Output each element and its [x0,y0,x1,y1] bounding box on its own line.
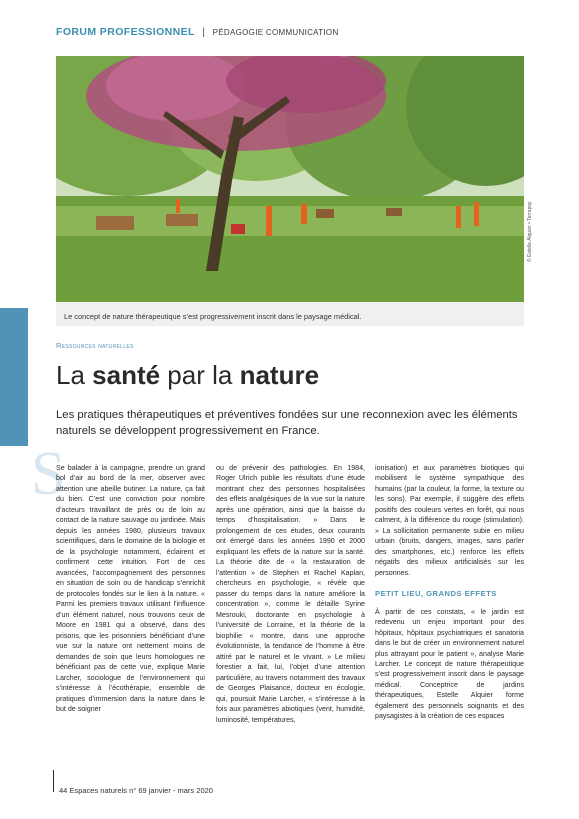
section-name: FORUM PROFESSIONNEL [56,26,195,38]
paragraph: ionisation) et aux paramètres biotiques qui mobilisent le système sympathique des humains (par la couleur, la forme, la texture ou les sons). Par exemple, il suggère des effets positifs des couleurs vertes en forêt, qui nous calment, à la différence du rouge (stimulation). » La sollicitation permanente subie en milieu urbain (bruits, dangers, images, sans parler des smartphones, etc.) renforce les effets négatifs des milieux artificialisés sur les personnes. [375,464,524,577]
paragraph: Se balader à la campagne, prendre un grand bol d’air au bord de la mer, observer avec attention une abeille butiner. La nature, ça fait du bien. C’est une conviction pour nombre d’acteurs travaillant de près ou de loin au contact de la nature sauvage ou jardinée. Mais depuis les années 1980, plusieurs travaux scientifiques, dans le domaine de la biologie et de la psychologie notamment, éclairent et confirment cette intuition. Fort de ces avancées, l’accompagnement des personnes en situation de soin ou de handicap s’enrichit de protocoles fondés sur le lien à la nature. « Parmi les premiers travaux utilisant l’influence d’un élément naturel, nous trouvons ceux de Moore en 1981 qui a observé, dans des prisons, que les prisonniers bénéficiant d’une vue sur la nature ont nettement moins de demandes de soin que leurs homologues ne bénéficiant pas de cette vue, explique Marie Larcher, sociologue de l’environnement qui s’intéresse à l’écothérapie, ensemble de pratiques d’immersion dans la nature dans le but de soigner [56,464,205,714]
article-kicker: Ressources naturelles [56,341,134,350]
drop-cap: S [31,440,66,508]
paragraph: À partir de ces constats, « le jardin est redevenu un enjeu important pour des hôpitaux, hôpitaux psychiatriques et sanatoria dans le but de créer un environnement naturel plus attrayant pour le patient », analyse Marie Larcher. Le concept de nature thérapeutique s’est progressivement inscrit dans le paysage médical. Conceptrice de jardins thérapeutiques, Estelle Alquier forme également des personnels soignants et des paysagistes à la création de ces espaces [375,607,524,721]
article-photo [56,56,524,302]
title-bold-part: santé [92,360,161,390]
paragraph: ou de prévenir des pathologies. En 1984, Roger Ulrich publie les résultats d’une étude montrant chez des personnes hospitalisées des effets analgésiques de la vue sur la nature après une opération, ainsi que la baisse du temps d’hospitalisation. » Dans le prolongement de ces études, deux courants ont émergé dans les années 1990 et 2000 expliquant les effets de la nature sur la santé. La théorie dite de « la restauration de l’attention » de Stephen et Rachel Kaplan, chercheurs en psychologie, « révèle que passer du temps dans la nature améliore la concentration », comme le détaille Syrine Mesrouki, doctorante en psychologie à l’université de Lorraine, et la théorie de la biophilie « montre, dans une approche évolutionniste, la tendance de l’homme à être attiré par le naturel et le vivant. » Le milieu forestier a fait, lui, l’objet d’une attention particulière, au travers notamment des travaux de Georges Plaisance, docteur en écologie, qui, poursuit Marie Larcher, « s’intéresse à la fois aux paramètres abiotiques (vent, humidité, luminosité, températures, [216,464,365,724]
article-lead: Les pratiques thérapeutiques et préventives fondées sur une reconnexion avec les éléments naturels se développent progressivement en France. [56,409,518,437]
text-column-3 [375,463,524,722]
section-subheading: PETIT LIEU, GRANDS EFFETS [375,589,497,599]
page-footer [59,786,213,795]
issue-info: n° 69 janvier - mars 2020 [129,786,213,795]
text-column-1 [56,463,205,715]
photo-caption: Le concept de nature thérapeutique s’est progressivement inscrit dans le paysage médical. [64,312,362,321]
title-part: par la [160,360,240,390]
magazine-name: Espaces naturels [69,786,127,795]
park-scene-illustration [56,56,524,302]
page-header [56,26,339,38]
subsection-name: PÉDAGOGIE COMMUNICATION [212,28,339,37]
photo-credit: © Estelle Alquier • Terrapsy [527,201,533,262]
title-bold-part: nature [239,360,320,390]
article-title [56,360,319,391]
page-number: 44 [59,786,68,795]
title-part: La [56,360,93,390]
footer-rule [53,770,54,792]
header-separator: | [202,26,206,38]
text-column-2 [216,463,365,725]
section-tab [0,308,28,446]
